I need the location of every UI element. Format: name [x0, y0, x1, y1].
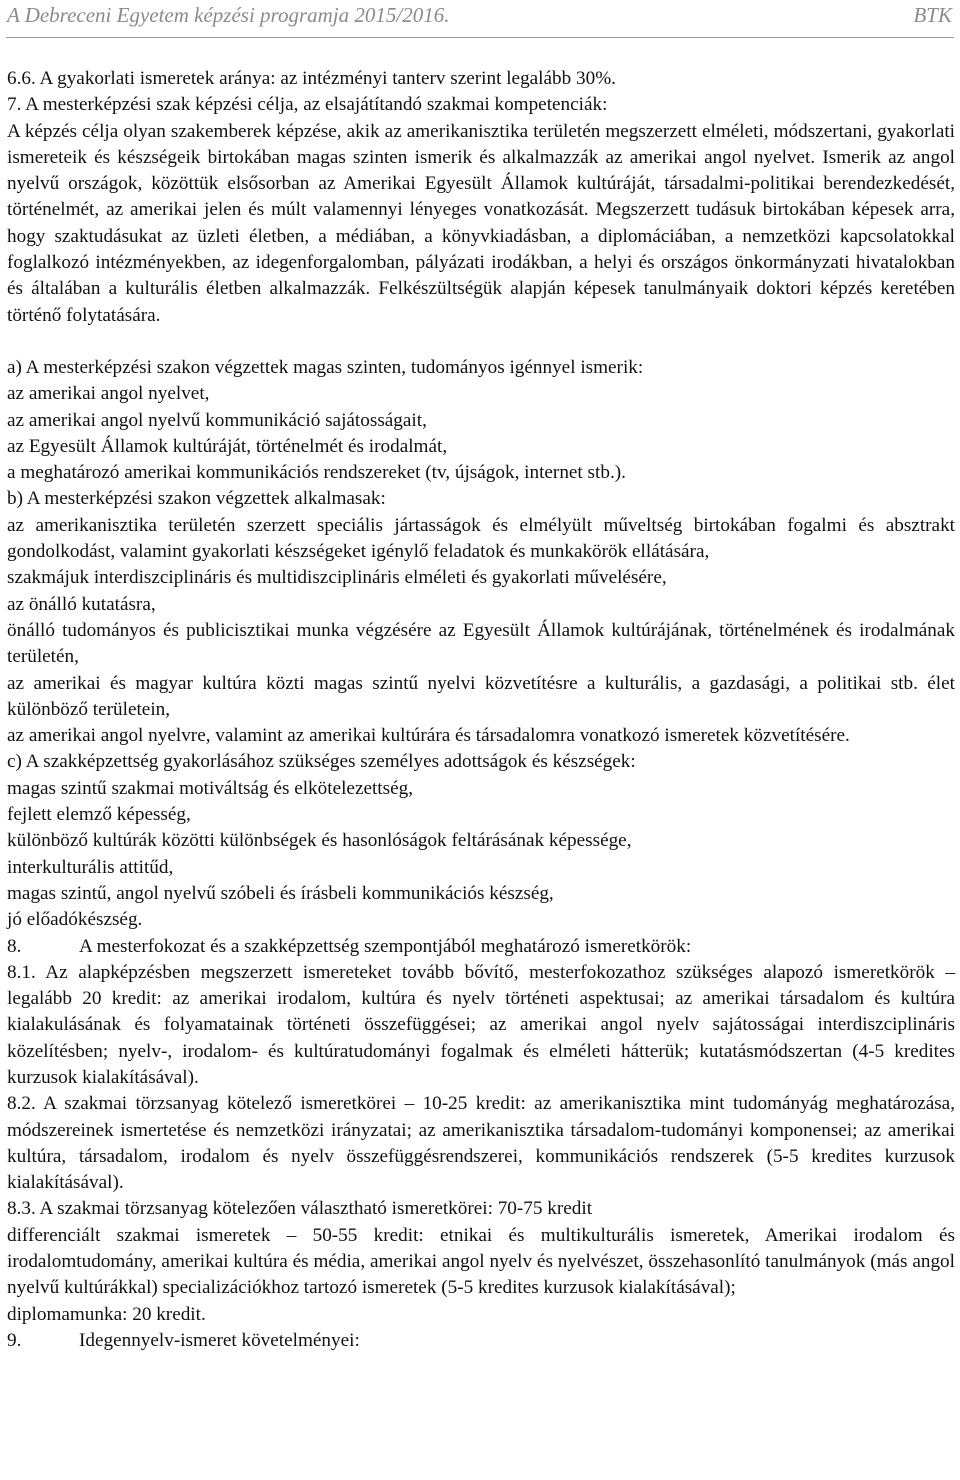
header-faculty: BTK: [913, 3, 952, 27]
section-8-1: 8.1. Az alapképzésben megszerzett ismereteket tovább bővítő, mesterfokozathoz szükséges alapozó ismeretkörök – legalább 20 kredit: az amerikai irodalom, kultúra és nyelv történeti aspektusai; az amerikai társadalom és kultúra kialakulásának és folyamatainak történeti összefüggései; az amerikai angol nyelv sajátosságai interdiszciplináris közelítésben; nyelv-, irodalom- és kultúratudományi fogalmak és elméleti hátterük; kutatásmódszertan (4-5 kredites kurzusok kialakításával).: [7, 961, 955, 1088]
page-header: [7, 0, 952, 30]
section-9-number: 9.: [7, 1329, 22, 1351]
document-body: [7, 66, 955, 1354]
competency-b-heading: b) A mesterképzési szakon végzettek alkalmasak:: [7, 488, 386, 510]
competency-c-item: fejlett elemző képesség,: [7, 804, 191, 826]
section-7-heading: 7. A mesterképzési szak képzési célja, az elsajátítandó szakmai kompetenciák:: [7, 94, 608, 116]
paragraph-6-6: 6.6. A gyakorlati ismeretek aránya: az intézményi tanterv szerint legalább 30%.: [7, 68, 616, 89]
competency-a-item: az amerikai angol nyelvet,: [7, 383, 210, 405]
competency-b-item: szakmájuk interdiszciplináris és multidiszciplináris elméleti és gyakorlati művelésére,: [7, 567, 667, 589]
section-8-3: 8.3. A szakmai törzsanyag kötelezően választható ismeretkörei: 70-75 kredit: [7, 1198, 593, 1220]
competency-c-item: jó előadókészség.: [7, 909, 143, 931]
section-9-title: Idegennyelv-ismeret követelményei:: [79, 1329, 360, 1351]
competency-b-item: az amerikanisztika területén szerzett speciális jártasságok és elmélyült műveltség birtokában fogalmi és absztrakt gondolkodást, valamint gyakorlati készségeket igénylő feladatok és munkakörök ellátására,: [7, 514, 955, 563]
competency-b-item: az amerikai angol nyelvre, valamint az amerikai kultúrára és társadalomra vonatkozó ismeretek közvetítésére.: [7, 725, 850, 747]
competency-b-item: az önálló kutatásra,: [7, 593, 156, 615]
competency-c-item: magas szintű, angol nyelvű szóbeli és írásbeli kommunikációs készség,: [7, 882, 554, 904]
section-8-title: A mesterfokozat és a szakképzettség szempontjából meghatározó ismeretkörök:: [79, 935, 692, 957]
competency-c-item: interkulturális attitűd,: [7, 856, 174, 878]
section-8-3-differentiated: differenciált szakmai ismeretek – 50-55 kredit: etnikai és multikulturális ismeretek, Amerikai irodalom és irodalomtudomány, amerikai kultúra és média, amerikai angol nyelv és nyelvészet, összehasonlító tanulmányok (más angol nyelvű kultúrákkal) specializációkhoz tartozó ismeretek (5-5 kredites kurzusok kialakításával);: [7, 1224, 955, 1299]
competency-a-heading: a) A mesterképzési szakon végzettek magas szinten, tudományos igénnyel ismerik:: [7, 356, 644, 378]
section-8-heading: [7, 934, 955, 960]
section-8-2: 8.2. A szakmai törzsanyag kötelező ismeretkörei – 10-25 kredit: az amerikanisztika mint tudományág meghatározása, módszereinek ismertetése és nemzetközi irányzatai; az amerikanisztika társadalom-tudományi komponensei; az amerikai kultúra, társadalom, irodalom és nyelv összefüggésrendszerei, kommunikációs rendszerek (5-5 kredites kurzusok kialakításával).: [7, 1093, 955, 1194]
training-goal-paragraph: A képzés célja olyan szakemberek képzése, akik az amerikanisztika területén megszerzett elméleti, módszertani, gyakorlati ismereteik és készségeik birtokában magas szinten ismerik és alkalmazzák az amerikai angol nyelvet. Ismerik az angol nyelvű országok, közöttük elsősorban az Amerikai Egyesült Államok kultúráját, társadalmi-politikai berendezkedését, történelmét, az amerikai jelen és múlt valamennyi lényeges vonatkozását. Megszerzett tudásuk birtokában képesek arra, hogy szaktudásukat az üzleti életben, a médiában, a könyvkiadásban, a diplomáciában, a nemzetközi kapcsolatokkal foglalkozó intézményekben, az idegenforgalomban, pályázati irodákban, a helyi és országos önkormányzati hivatalokban és általában a kulturális életben alkalmazzák. Felkészültségük alapján képesek tanulmányaik doktori képzés keretében történő folytatására.: [7, 120, 955, 326]
header-divider: [6, 37, 954, 38]
competency-c-item: különböző kultúrák közötti különbségek és hasonlóságok feltárásának képessége,: [7, 830, 632, 852]
competency-b-item: az amerikai és magyar kultúra közti magas szintű nyelvi közvetítésre a kulturális, a gazdasági, a politikai stb. élet különböző területein,: [7, 672, 955, 720]
section-8-number: 8.: [7, 935, 22, 957]
competency-a-item: az Egyesült Államok kultúráját, történelmét és irodalmát,: [7, 435, 448, 457]
header-title: A Debreceni Egyetem képzési programja 2015/2016.: [7, 3, 450, 27]
competency-a-item: a meghatározó amerikai kommunikációs rendszereket (tv, újságok, internet stb.).: [7, 462, 626, 484]
competency-c-item: magas szintű szakmai motiváltság és elkötelezettség,: [7, 777, 414, 799]
paragraph-gap: [7, 329, 955, 355]
competency-a-item: az amerikai angol nyelvű kommunikáció sajátosságait,: [7, 409, 427, 431]
section-9-heading: [7, 1328, 955, 1354]
section-8-3-diploma: diplomamunka: 20 kredit.: [7, 1303, 206, 1325]
competency-b-item: önálló tudományos és publicisztikai munka végzésére az Egyesült Államok kultúrájának, történelmének és irodalmának területén,: [7, 619, 955, 668]
competency-c-heading: c) A szakképzettség gyakorlásához szükséges személyes adottságok és készségek:: [7, 751, 636, 773]
